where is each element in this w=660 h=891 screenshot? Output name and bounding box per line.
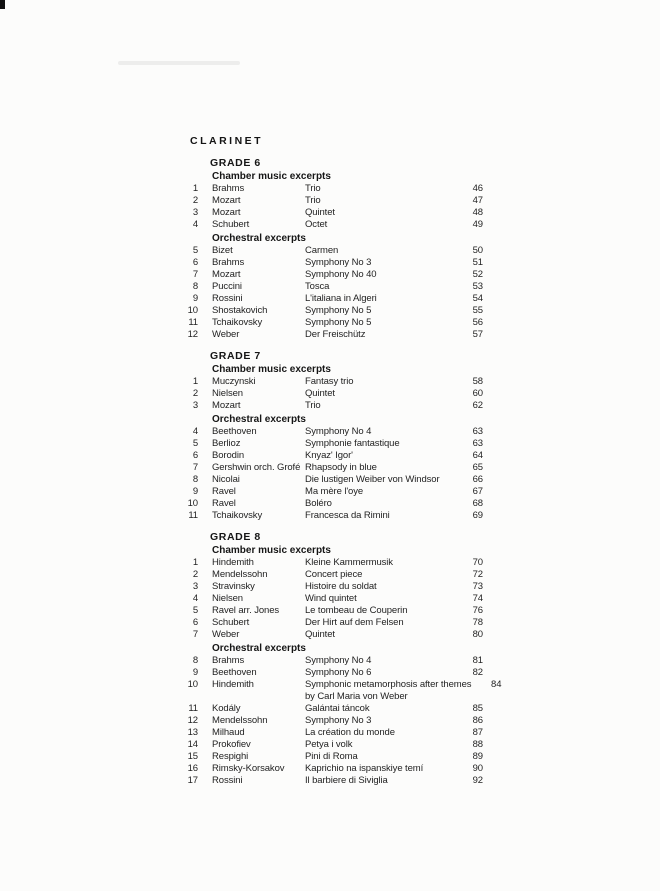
page-number: 52 (472, 269, 483, 280)
row-number: 14 (187, 739, 198, 750)
piece-title-cell (305, 727, 453, 739)
table-row (178, 557, 483, 569)
piece-title: Carmen (305, 245, 339, 256)
piece-title: Boléro (305, 498, 332, 509)
composer-name: Mendelssohn (212, 569, 268, 580)
table-row (178, 510, 483, 522)
grade-heading: GRADE 8 (210, 531, 261, 543)
piece-title: Ma mère l'oye (305, 486, 364, 497)
table-row (178, 569, 483, 581)
row-number: 15 (187, 751, 198, 762)
row-number: 7 (192, 269, 198, 280)
page-number: 69 (472, 510, 483, 521)
excerpt-group (178, 414, 483, 522)
scan-artifact-corner (0, 0, 5, 9)
table-row (178, 593, 483, 605)
composer-name: Mozart (212, 207, 241, 218)
grade-heading: GRADE 7 (210, 350, 261, 362)
piece-title-cell (305, 376, 453, 388)
composer-name: Rossini (212, 775, 243, 786)
piece-title-cell (305, 751, 453, 763)
piece-title-cell (305, 703, 453, 715)
table-row (178, 763, 483, 775)
table-row (178, 450, 483, 462)
piece-title: Kleine Kammermusik (305, 557, 393, 568)
page-number: 53 (472, 281, 483, 292)
row-number: 3 (192, 207, 198, 218)
piece-title: Symphony No 4 (305, 426, 372, 437)
composer-name: Hindemith (212, 557, 254, 568)
piece-title-cell (305, 510, 453, 522)
piece-title: Kaprichio na ispanskiye temí (305, 763, 424, 774)
group-heading: Orchestral excerpts (212, 233, 306, 244)
contents-table (178, 134, 502, 787)
page-number: 73 (472, 581, 483, 592)
composer-name: Brahms (212, 655, 245, 666)
piece-title-cell (305, 679, 471, 703)
piece-title: Symphony No 5 (305, 305, 372, 316)
piece-title-cell (305, 775, 453, 787)
grade-section (178, 531, 502, 787)
piece-title-cell (305, 317, 453, 329)
piece-title: Symphonic metamorphosis after themes (305, 679, 472, 690)
piece-title-cell (305, 617, 453, 629)
row-number: 8 (192, 281, 198, 292)
table-row (178, 655, 483, 667)
row-number: 12 (187, 715, 198, 726)
composer-name: Ravel arr. Jones (212, 605, 280, 616)
excerpt-group (178, 233, 483, 341)
table-row (178, 376, 483, 388)
composer-name: Gershwin orch. Grofé (212, 462, 301, 473)
piece-title-cell (305, 388, 453, 400)
composer-name: Brahms (212, 183, 245, 194)
grade-section (178, 157, 483, 341)
page-number: 74 (472, 593, 483, 604)
piece-title-cell (305, 305, 453, 317)
table-row (178, 751, 483, 763)
page-number: 66 (472, 474, 483, 485)
composer-name: Borodin (212, 450, 245, 461)
row-number: 17 (187, 775, 198, 786)
piece-title-cell (305, 739, 453, 751)
row-number: 5 (192, 605, 198, 616)
piece-title: Symphony No 4 (305, 655, 372, 666)
row-number: 4 (192, 219, 198, 230)
page-number: 81 (472, 655, 483, 666)
piece-title-cell (305, 763, 453, 775)
row-number: 4 (192, 426, 198, 437)
page-number: 70 (472, 557, 483, 568)
piece-title: Knyaz' Igor' (305, 450, 353, 461)
piece-title: Fantasy trio (305, 376, 354, 387)
piece-title: Trio (305, 400, 321, 411)
piece-title-cell (305, 655, 453, 667)
page-number: 56 (472, 317, 483, 328)
row-number: 9 (192, 293, 198, 304)
table-row (178, 388, 483, 400)
table-row (178, 462, 483, 474)
composer-name: Milhaud (212, 727, 245, 738)
piece-title: Symphonie fantastique (305, 438, 400, 449)
table-row (178, 679, 502, 703)
row-number: 11 (188, 703, 198, 714)
piece-title: Rhapsody in blue (305, 462, 377, 473)
group-heading: Orchestral excerpts (212, 414, 306, 425)
page-number: 85 (472, 703, 483, 714)
table-row (178, 329, 483, 341)
excerpt-group (178, 364, 483, 412)
page-number: 64 (472, 450, 483, 461)
grade-section (178, 350, 483, 522)
composer-name: Respighi (212, 751, 249, 762)
group-heading: Chamber music excerpts (212, 171, 331, 182)
excerpt-group (178, 643, 502, 787)
composer-name: Mozart (212, 400, 241, 411)
page-number: 86 (472, 715, 483, 726)
table-row (178, 400, 483, 412)
row-number: 5 (192, 245, 198, 256)
grade-groups (178, 545, 502, 787)
piece-title: Concert piece (305, 569, 363, 580)
piece-title-cell (305, 281, 453, 293)
composer-name: Kodály (212, 703, 241, 714)
piece-title-cell (305, 605, 453, 617)
row-number: 10 (187, 679, 198, 690)
group-heading: Chamber music excerpts (212, 545, 331, 556)
composer-name: Nicolai (212, 474, 240, 485)
row-number: 8 (192, 655, 198, 666)
piece-title-cell (305, 245, 453, 257)
piece-title-cell (305, 486, 453, 498)
row-number: 2 (192, 569, 198, 580)
excerpt-rows (178, 376, 483, 412)
row-number: 11 (188, 317, 198, 328)
grade-groups (178, 364, 483, 522)
table-row (178, 219, 483, 231)
piece-title: Symphony No 3 (305, 715, 372, 726)
row-number: 4 (192, 593, 198, 604)
piece-title-cell (305, 183, 453, 195)
table-row (178, 426, 483, 438)
table-row (178, 727, 483, 739)
scan-artifact-smudge (118, 61, 240, 65)
piece-title: Trio (305, 195, 321, 206)
piece-title: Histoire du soldat (305, 581, 377, 592)
piece-title-cell (305, 293, 453, 305)
grade-heading: GRADE 6 (210, 157, 261, 169)
piece-title: L'italiana in Algeri (305, 293, 377, 304)
table-row (178, 498, 483, 510)
composer-name: Mozart (212, 195, 241, 206)
piece-title-cell (305, 207, 453, 219)
table-row (178, 775, 483, 787)
composer-name: Berlioz (212, 438, 241, 449)
piece-title-cell (305, 450, 453, 462)
page-number: 50 (472, 245, 483, 256)
table-row (178, 581, 483, 593)
excerpt-rows (178, 245, 483, 341)
piece-title-cell (305, 257, 453, 269)
page-number: 54 (472, 293, 483, 304)
row-number: 8 (192, 474, 198, 485)
table-row (178, 474, 483, 486)
row-number: 11 (188, 510, 198, 521)
piece-title-cell (305, 438, 453, 450)
piece-title: Galántai táncok (305, 703, 370, 714)
piece-title: Pini di Roma (305, 751, 358, 762)
piece-title-cell (305, 667, 453, 679)
grade-sections (178, 157, 502, 787)
excerpt-rows (178, 557, 483, 641)
table-row (178, 667, 483, 679)
table-row (178, 257, 483, 269)
piece-title: Octet (305, 219, 328, 230)
page-number: 55 (472, 305, 483, 316)
composer-name: Weber (212, 329, 240, 340)
page-number: 89 (472, 751, 483, 762)
row-number: 1 (192, 557, 198, 568)
composer-name: Beethoven (212, 426, 257, 437)
piece-title: Symphony No 6 (305, 667, 372, 678)
piece-title-continuation: by Carl Maria von Weber (305, 691, 408, 702)
row-number: 6 (192, 617, 198, 628)
page-number: 58 (472, 376, 483, 387)
piece-title: Trio (305, 183, 321, 194)
composer-name: Schubert (212, 617, 250, 628)
piece-title: Petya i volk (305, 739, 353, 750)
table-row (178, 317, 483, 329)
piece-title-cell (305, 593, 453, 605)
excerpt-rows (178, 183, 483, 231)
page-number: 87 (472, 727, 483, 738)
page-number: 72 (472, 569, 483, 580)
piece-title-cell (305, 569, 453, 581)
composer-name: Mozart (212, 269, 241, 280)
table-row (178, 245, 483, 257)
page-number: 84 (491, 679, 502, 690)
table-row (178, 183, 483, 195)
piece-title-cell (305, 474, 453, 486)
table-row (178, 281, 483, 293)
composer-name: Prokofiev (212, 739, 251, 750)
table-row (178, 629, 483, 641)
composer-name: Weber (212, 629, 240, 640)
composer-name: Brahms (212, 257, 245, 268)
piece-title-cell (305, 400, 453, 412)
table-row (178, 195, 483, 207)
page-number: 63 (472, 426, 483, 437)
table-row (178, 305, 483, 317)
table-row (178, 207, 483, 219)
page-number: 65 (472, 462, 483, 473)
composer-name: Nielsen (212, 593, 243, 604)
excerpt-rows (178, 655, 502, 787)
page-number: 47 (472, 195, 483, 206)
row-number: 3 (192, 581, 198, 592)
composer-name: Ravel (212, 486, 236, 497)
row-number: 9 (192, 667, 198, 678)
row-number: 9 (192, 486, 198, 497)
grade-groups (178, 171, 483, 341)
table-row (178, 293, 483, 305)
row-number: 6 (192, 450, 198, 461)
piece-title-cell (305, 498, 453, 510)
composer-name: Puccini (212, 281, 242, 292)
row-number: 1 (192, 376, 198, 387)
piece-title: Francesca da Rimini (305, 510, 390, 521)
table-row (178, 605, 483, 617)
piece-title: Der Hirt auf dem Felsen (305, 617, 404, 628)
group-heading: Chamber music excerpts (212, 364, 331, 375)
row-number: 12 (187, 329, 198, 340)
page-title: CLARINET (190, 135, 264, 147)
page-number: 88 (472, 739, 483, 750)
piece-title-cell (305, 581, 453, 593)
page-number: 57 (472, 329, 483, 340)
table-row (178, 438, 483, 450)
piece-title-cell (305, 329, 453, 341)
page-number: 90 (472, 763, 483, 774)
table-row (178, 715, 483, 727)
piece-title: La création du monde (305, 727, 395, 738)
row-number: 13 (187, 727, 198, 738)
excerpt-rows (178, 426, 483, 522)
composer-name: Tchaikovsky (212, 317, 263, 328)
composer-name: Hindemith (212, 679, 254, 690)
row-number: 2 (192, 195, 198, 206)
piece-title: Symphony No 5 (305, 317, 372, 328)
page-number: 49 (472, 219, 483, 230)
row-number: 10 (187, 305, 198, 316)
piece-title: Symphony No 40 (305, 269, 377, 280)
piece-title: Symphony No 3 (305, 257, 372, 268)
composer-name: Beethoven (212, 667, 257, 678)
composer-name: Ravel (212, 498, 236, 509)
piece-title: Der Freischütz (305, 329, 366, 340)
composer-name: Rimsky-Korsakov (212, 763, 285, 774)
piece-title: Quintet (305, 388, 335, 399)
row-number: 10 (187, 498, 198, 509)
row-number: 5 (192, 438, 198, 449)
piece-title: Tosca (305, 281, 330, 292)
piece-title-cell (305, 715, 453, 727)
table-row (178, 269, 483, 281)
piece-title: Wind quintet (305, 593, 357, 604)
composer-name: Stravinsky (212, 581, 255, 592)
row-number: 3 (192, 400, 198, 411)
row-number: 16 (187, 763, 198, 774)
composer-name: Muczynski (212, 376, 256, 387)
row-number: 1 (192, 183, 198, 194)
page-number: 46 (472, 183, 483, 194)
piece-title-cell (305, 195, 453, 207)
piece-title: Il barbiere di Siviglia (305, 775, 388, 786)
group-heading: Orchestral excerpts (212, 643, 306, 654)
piece-title-cell (305, 629, 453, 641)
page-number: 68 (472, 498, 483, 509)
row-number: 6 (192, 257, 198, 268)
row-number: 7 (192, 629, 198, 640)
page-number: 80 (472, 629, 483, 640)
piece-title: Le tombeau de Couperin (305, 605, 408, 616)
composer-name: Rossini (212, 293, 243, 304)
piece-title-cell (305, 426, 453, 438)
row-number: 7 (192, 462, 198, 473)
table-row (178, 486, 483, 498)
composer-name: Nielsen (212, 388, 243, 399)
excerpt-group (178, 545, 483, 641)
piece-title-cell (305, 557, 453, 569)
table-row (178, 703, 483, 715)
page-number: 62 (472, 400, 483, 411)
page-number: 92 (472, 775, 483, 786)
page-number: 82 (472, 667, 483, 678)
table-row (178, 617, 483, 629)
composer-name: Mendelssohn (212, 715, 268, 726)
composer-name: Tchaikovsky (212, 510, 263, 521)
table-row (178, 739, 483, 751)
piece-title: Die lustigen Weiber von Windsor (305, 474, 440, 485)
page-number: 51 (472, 257, 483, 268)
page-number: 48 (472, 207, 483, 218)
composer-name: Schubert (212, 219, 250, 230)
piece-title-cell (305, 219, 453, 231)
page-number: 76 (472, 605, 483, 616)
composer-name: Shostakovich (212, 305, 268, 316)
composer-name: Bizet (212, 245, 233, 256)
piece-title: Quintet (305, 629, 335, 640)
page-number: 78 (472, 617, 483, 628)
piece-title-cell (305, 462, 453, 474)
page-number: 63 (472, 438, 483, 449)
piece-title: Quintet (305, 207, 335, 218)
piece-title-cell (305, 269, 453, 281)
excerpt-group (178, 171, 483, 231)
page-number: 60 (472, 388, 483, 399)
row-number: 2 (192, 388, 198, 399)
page-number: 67 (472, 486, 483, 497)
